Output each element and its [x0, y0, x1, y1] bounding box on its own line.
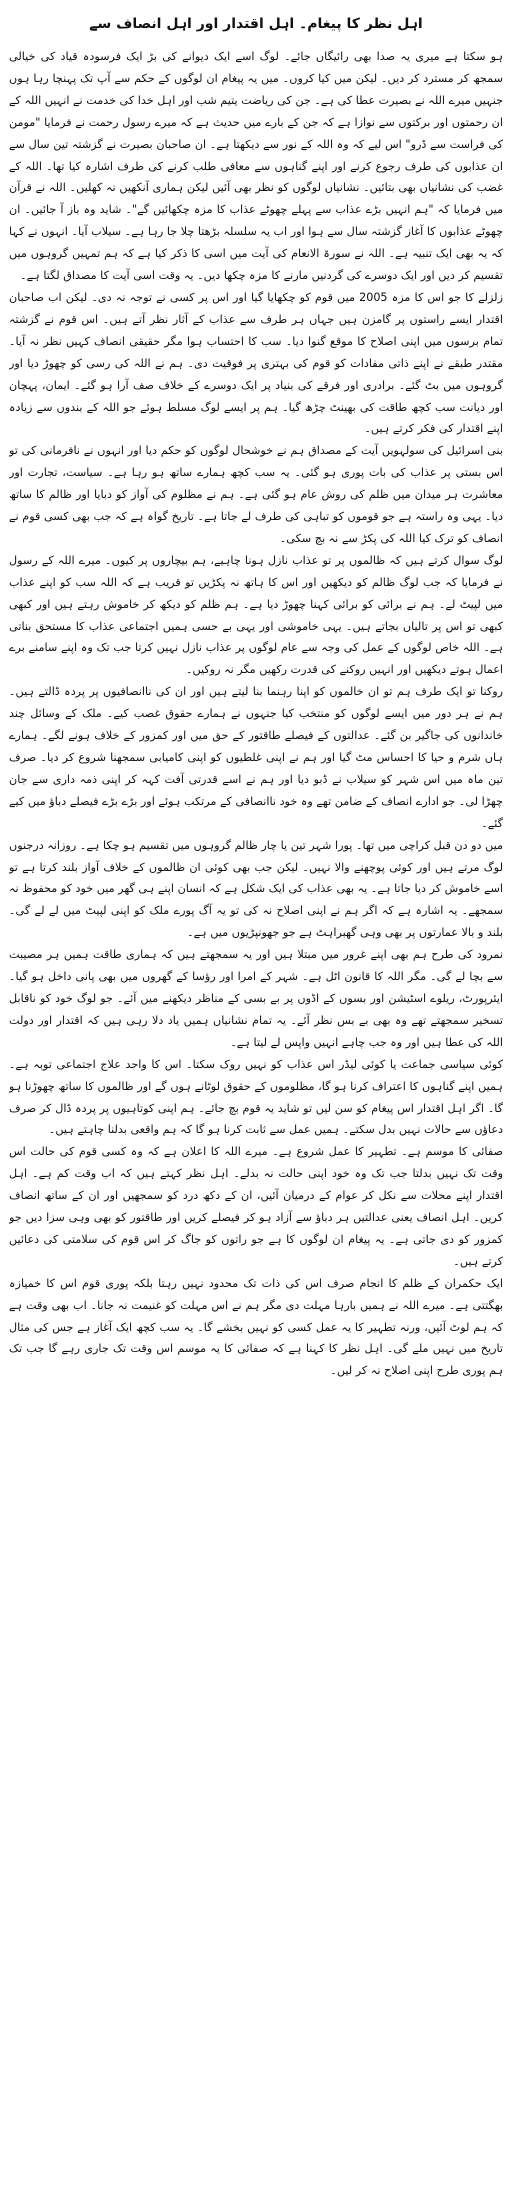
paragraph-4: لوگ سوال کرتے ہیں کہ ظالموں پر تو عذاب نازل ہونا چاہیے، ہم بیچاروں پر کیوں۔ میرے اللہ کے رسول نے فرمایا کہ جب لوگ ظالم کو دیکھیں اور اس کا ہاتھ نہ پکڑیں تو قریب ہے کہ اللہ سب کو اپنے عذاب میں لپیٹ لے۔ ہم نے برائی کو برائی کہنا چھوڑ دیا ہے۔ ہم ظلم کو دیکھ کر خاموش رہتے ہیں اور کبھی کبھی تو اس پر تالیاں بجاتے ہیں۔ یہی خاموشی اور یہی بے حسی ہمیں اجتماعی عذاب کا مستحق بناتی ہے۔ اللہ خاص لوگوں کے عمل کی وجہ سے عام لوگوں پر عذاب نازل نہیں کرتا جب تک وہ اپنے سامنے برے اعمال ہوتے دیکھیں اور انہیں روکنے کی قدرت رکھیں مگر نہ روکیں۔	[9, 553, 503, 677]
paragraph-2: زلزلے کا جو اس کا مزہ 2005 میں قوم کو چکھایا گیا اور اس پر کسی نے توجہ نہ دی۔ لیکن اب صاحبان اقتدار ایسے راستوں پر گامزن ہیں جہاں ہر طرف سے عذاب کے آثار نظر آتے ہیں۔ اس قوم نے گزشتہ تمام برسوں میں اپنی اصلاح کا موقع گنوا دیا۔ سب کا احتساب ہوا مگر حقیقی انصاف کہیں نظر نہ آیا۔ مقتدر طبقے نے اپنے ذاتی مفادات کو قوم کی بہتری پر فوقیت دی۔ ہم نے اللہ کی رسی کو چھوڑ دیا اور گروہوں میں بٹ گئے۔ برادری اور فرقے کی بنیاد پر ایک دوسرے کے خلاف صف آرا ہو گئے۔ ایمان، پہچان اور دیانت سب کچھ طاقت کی بھینٹ چڑھ گیا۔ ہم پر ایسے لوگ مسلط ہوئے جو اللہ کے بندوں سے زیادہ اپنے اقتدار کی فکر کرتے ہیں۔	[9, 290, 503, 436]
paragraph-5: روکنا تو ایک طرف ہم تو ان خالموں کو اپنا رہنما بنا لیتے ہیں اور ان کی ناانصافیوں پر پردہ ڈالتے ہیں۔ ہم نے ہر دور میں ایسے لوگوں کو منتخب کیا جنہوں نے ہمارے حقوق غصب کیے۔ ملک کے وسائل چند خاندانوں کی جاگیر بن گئے۔ عدالتوں کے فیصلے طاقتور کے حق میں اور کمزور کے خلاف ہونے لگے۔ ہمارے ہاں شرم و حیا کا احساس مٹ گیا اور ہم نے اپنی غلطیوں کو اپنی کامیابی سمجھنا شروع کر دیا۔ صرف تین ماہ میں اس شہر کو سیلاب نے ڈبو دیا اور ہم نے اسے قدرتی آفت کہہ کر اپنی ذمہ داری سے جان چھڑا لی۔ جو ادارے انصاف کے ضامن تھے وہ خود ناانصافی کے مرتکب ہوئے اور بڑے بڑے فیصلے دباؤ میں کیے گئے۔	[9, 685, 503, 830]
paragraph-10: ایک حکمران کے ظلم کا انجام صرف اس کی ذات تک محدود نہیں رہتا بلکہ پوری قوم اس کا خمیازہ بھگتتی ہے۔ میرے اللہ نے ہمیں بارہا مہلت دی مگر ہم نے اس مہلت کو غنیمت نہ جانا۔ اب بھی وقت ہے کہ ہم لوٹ آئیں، ورنہ تطہیر کا یہ عمل کسی کو نہیں بخشے گا۔ یہ سب کچھ ایک آغاز ہے جس کی مثال تاریخ میں نہیں ملے گی۔ اہل نظر کا کہنا ہے کہ صفائی کا یہ موسم اس وقت تک جاری رہے گا جب تک ہم پوری طرح اپنی اصلاح نہ کر لیں۔	[9, 1276, 503, 1378]
paragraph-1: ہو سکتا ہے میری یہ صدا بھی رائیگاں جائے۔ لوگ اسے ایک دیوانے کی بڑ ایک فرسودہ قیاد کی خیالی سمجھ کر مسترد کر دیں۔ لیکن میں کیا کروں۔ میں یہ پیغام ان لوگوں کے حکم سے آپ تک پہنچا رہا ہوں جنہیں میرے اللہ نے بصیرت عطا کی ہے۔ جن کی ریاضت یتیم شب اور اہل خدا کی خدمت نے انہیں اللہ کے ان رحمتوں اور برکتوں سے نوازا ہے کہ جن کے بارے میں حدیث ہے کہ میرے رسول رحمت نے فرمایا "مومن کی فراست سے ڈرو" اس لیے کہ وہ اللہ کے نور سے دیکھتا ہے۔ ان صاحبان بصیرت نے گزشتہ تین سال سے ان عذابوں کی طرف رجوع کرنے اور اپنے گناہوں سے معافی طلب کرنے کی طرف اشارہ کیا تھا۔ اللہ کے غضب کی نشانیاں بھی بتائیں۔ نشانیاں لوگوں کو نظر بھی آئیں لیکن ہماری آنکھیں نہ کھلیں۔ اللہ نے قرآن میں فرمایا کہ "ہم انہیں بڑے عذاب سے پہلے چھوٹے عذاب کا مزہ چکھائیں گے"۔ شاید وہ باز آ جائیں۔ ان چھوٹے عذابوں کا آغاز گزشتہ سال سے ہوا اور اب یہ سلسلہ بڑھتا چلا جا رہا ہے۔ سیلاب آیا۔ انہوں نے کہا کہ یہ بھی ایک تنبیہ ہے۔ اللہ نے سورۃ الانعام کی آیت میں اسی کا ذکر کیا ہے کہ ہم تمہیں گروہوں میں تقسیم کر دیں اور ایک دوسرے کی گردنیں مارنے کا مزہ چکھا دیں۔ یہ وقت اسی آیت کا مصداق لگتا ہے۔	[9, 50, 503, 283]
paragraph-7: نمرود کی طرح ہم بھی اپنے غرور میں مبتلا ہیں اور یہ سمجھتے ہیں کہ ہماری طاقت ہمیں ہر مصیبت سے بچا لے گی۔ مگر اللہ کا قانون اٹل ہے۔ شہر کے امرا اور رؤسا کے گھروں میں بھی پانی داخل ہو گیا۔ ایئرپورٹ، ریلوے اسٹیشن اور بسوں کے اڈوں پر بے بسی کے مناظر دیکھنے میں آئے۔ جو لوگ خود کو ناقابل تسخیر سمجھتے تھے وہ بھی بے بس نظر آئے۔ یہ تمام نشانیاں ہمیں یاد دلا رہی ہیں کہ اقتدار اور دولت اللہ کی عطا ہیں اور وہ جب چاہے انہیں واپس لے لیتا ہے۔	[9, 948, 503, 1049]
paragraph-6: میں دو دن قبل کراچی میں تھا۔ پورا شہر تین یا چار ظالم گروہوں میں تقسیم ہو چکا ہے۔ روزانہ درجنوں لوگ مرتے ہیں اور کوئی پوچھنے والا نہیں۔ لیکن جب بھی کوئی ان ظالموں کے خلاف آواز بلند کرتا ہے تو اسے خاموش کر دیا جاتا ہے۔ یہ بھی عذاب کی ایک شکل ہے کہ انسان اپنے ہی گھر میں خود کو محفوظ نہ سمجھے۔ یہ اشارہ ہے کہ اگر ہم نے اپنی اصلاح نہ کی تو یہ آگ پورے ملک کو اپنی لپیٹ میں لے لے گی۔ بلند و بالا عمارتوں پر بھی وہی گھبراہٹ ہے جو جھونپڑیوں میں ہے۔	[9, 838, 503, 940]
column-body	[9, 46, 503, 2192]
column-headline: اہل نظر کا پیغام۔ اہل اقتدار اور اہل انصاف سے	[89, 16, 423, 32]
paragraph-9: صفائی کا موسم ہے۔ تطہیر کا عمل شروع ہے۔ میرے اللہ کا اعلان ہے کہ وہ کسی قوم کی حالت اس وقت تک نہیں بدلتا جب تک وہ خود اپنی حالت نہ بدلے۔ اہل نظر کہتے ہیں کہ اب وقت کم ہے۔ اہل اقتدار اپنے محلات سے نکل کر عوام کے درمیان آئیں، ان کے دکھ درد کو سمجھیں اور ان کے ساتھ انصاف کریں۔ اہل انصاف یعنی عدالتیں ہر دباؤ سے آزاد ہو کر فیصلے کریں اور طاقتور کو بھی وہی سزا دیں جو کمزور کو دی جاتی ہے۔ یہ پیغام ان لوگوں کا ہے جو راتوں کو جاگ کر اس قوم کی سلامتی کی دعائیں کرتے ہیں۔	[9, 1145, 503, 1268]
paragraph-3: بنی اسرائیل کی سولہویں آیت کے مصداق ہم نے خوشحال لوگوں کو حکم دیا اور انہوں نے نافرمانی کی تو اس بستی پر عذاب کی بات پوری ہو گئی۔ یہ سب کچھ ہمارے ساتھ ہو رہا ہے۔ سیاست، تجارت اور معاشرت ہر میدان میں ظلم کی روش عام ہو گئی ہے۔ ہم نے مظلوم کی آواز کو دبایا اور ظالم کا ساتھ دیا۔ یہی وہ راستہ ہے جو قوموں کو تباہی کی طرف لے جاتا ہے۔ تاریخ گواہ ہے کہ جب بھی کسی قوم نے انصاف کو ترک کیا اللہ کی پکڑ سے نہ بچ سکی۔	[9, 444, 503, 545]
paragraph-8: کوئی سیاسی جماعت یا کوئی لیڈر اس عذاب کو نہیں روک سکتا۔ اس کا واحد علاج اجتماعی توبہ ہے۔ ہمیں اپنے گناہوں کا اعتراف کرنا ہو گا، مظلوموں کے حقوق لوٹانے ہوں گے اور ظالموں کا ساتھ چھوڑنا ہو گا۔ اگر اہل اقتدار اس پیغام کو سن لیں تو شاید یہ قوم بچ جائے۔ ہم اپنی کوتاہیوں پر پردہ ڈال کر صرف دعاؤں سے حالات نہیں بدل سکتے۔ ہمیں عمل سے ثابت کرنا ہو گا کہ ہم واقعی بدلنا چاہتے ہیں۔	[9, 1057, 503, 1137]
